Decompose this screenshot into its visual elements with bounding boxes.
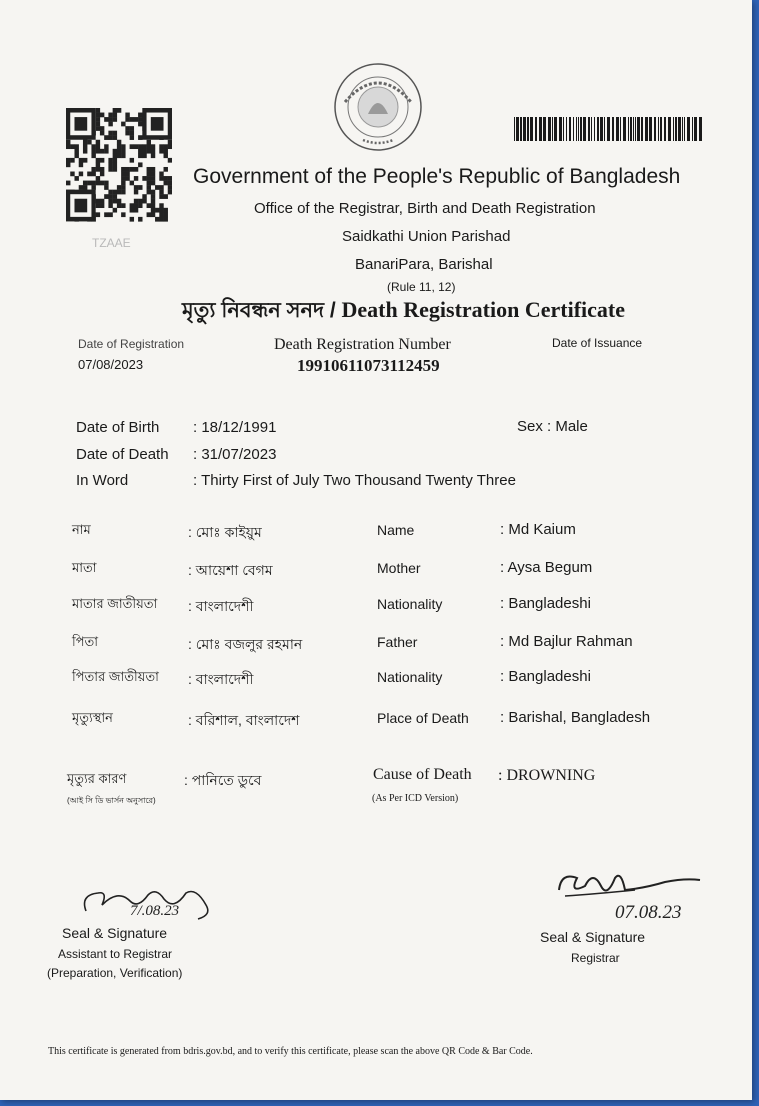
cause-bangla-value: : পানিতে ডুবে [184, 772, 262, 788]
cause-bangla-sub: (আই সি ডি ভার্সন অনুসারে) [67, 796, 156, 805]
cause-english-label: Cause of Death [373, 766, 472, 783]
footer-note: This certificate is generated from bdris.gov.bd, and to verify this certificate, please scan the above QR Code & Bar Code. [48, 1046, 533, 1057]
in-word-label: In Word [76, 472, 129, 489]
row-english-value: : Bangladeshi [500, 668, 591, 685]
cause-english-value: : DROWNING [498, 767, 596, 784]
row-bangla-label: নাম [72, 522, 91, 537]
government-seal [333, 62, 423, 152]
registration-number-value: 19910611073112459 [297, 356, 440, 375]
row-bangla-label: মাতার জাতীয়তা [72, 596, 158, 611]
qr-code-label: TZAAE [92, 236, 131, 250]
sex-value: Sex : Male [517, 418, 588, 435]
registrar-signature-date: 07.08.23 [615, 902, 682, 923]
row-english-value: : Md Bajlur Rahman [500, 633, 633, 650]
certificate-title [182, 294, 625, 329]
date-of-registration-label: Date of Registration [78, 337, 185, 351]
qr-code [66, 108, 172, 222]
office-location: BanariPara, Barishal [355, 256, 493, 273]
dob-label: Date of Birth [76, 419, 160, 436]
row-english-label: Mother [377, 560, 421, 576]
row-english-label: Nationality [377, 669, 443, 685]
dod-label: Date of Death [76, 446, 169, 463]
assistant-role-detail: (Preparation, Verification) [47, 966, 183, 980]
registration-number-label: Death Registration Number [274, 336, 451, 353]
registrar-role: Registrar [571, 951, 620, 965]
registrar-seal-title: Seal & Signature [540, 929, 646, 945]
row-english-value: : Md Kaium [500, 521, 576, 538]
in-word-value: : Thirty First of July Two Thousand Twenty Three [193, 472, 516, 489]
assistant-signature-date: 7/.08.23 [130, 903, 180, 919]
row-bangla-label: মৃত্যুস্থান [72, 710, 113, 725]
row-bangla-value: : আয়েশা বেগম [188, 562, 273, 578]
registrar-office: Office of the Registrar, Birth and Death Registration [254, 200, 596, 217]
dod-value: : 31/07/2023 [193, 446, 277, 463]
row-bangla-value: : বাংলাদেশী [188, 598, 254, 614]
row-bangla-label: পিতার জাতীয়তা [72, 669, 159, 684]
row-english-value: : Bangladeshi [500, 595, 591, 612]
barcode [514, 117, 702, 141]
cause-bangla-label: মৃত্যুর কারণ [67, 771, 127, 786]
government-title: Government of the People's Republic of Bangladesh [193, 165, 681, 188]
date-of-registration-value: 07/08/2023 [78, 357, 144, 372]
row-english-label: Nationality [377, 596, 443, 612]
row-english-value: : Aysa Begum [500, 559, 593, 576]
row-bangla-value: : মোঃ বজলুর রহমান [188, 636, 303, 652]
row-bangla-label: মাতা [72, 560, 97, 575]
date-of-issuance-label: Date of Issuance [552, 336, 643, 350]
certificate-title-english: Death Registration Certificate [341, 297, 625, 322]
assistant-role: Assistant to Registrar [58, 947, 173, 961]
dob-value: : 18/12/1991 [193, 419, 277, 436]
row-english-label: Place of Death [377, 710, 469, 726]
certificate-title-bangla: মৃত্যু নিবন্ধন সনদ / [182, 299, 336, 322]
union-parishad: Saidkathi Union Parishad [342, 228, 511, 245]
row-bangla-value: : মোঃ কাইয়ুম [188, 524, 262, 540]
row-english-label: Father [377, 634, 418, 650]
row-english-value: : Barishal, Bangladesh [500, 709, 651, 726]
rule-reference: (Rule 11, 12) [387, 280, 456, 294]
row-bangla-label: পিতা [72, 634, 99, 649]
row-bangla-value: : বাংলাদেশী [188, 671, 254, 687]
row-bangla-value: : বরিশাল, বাংলাদেশ [188, 712, 300, 728]
row-english-label: Name [377, 522, 415, 538]
assistant-seal-title: Seal & Signature [62, 925, 168, 941]
cause-english-sub: (As Per ICD Version) [372, 793, 459, 804]
